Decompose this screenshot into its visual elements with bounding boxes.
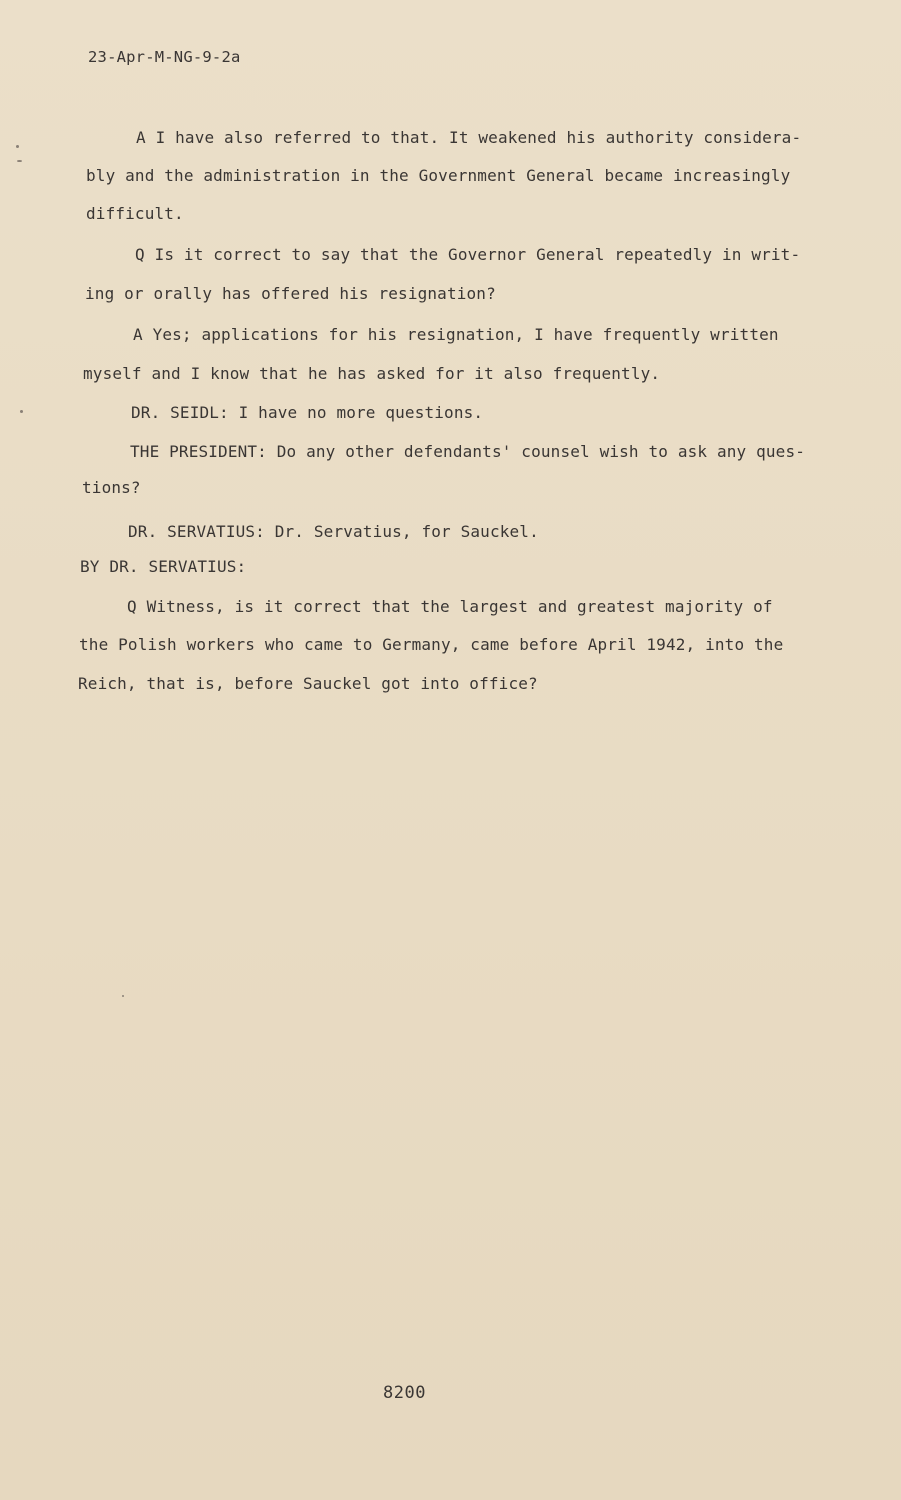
- transcript-line: BY DR. SERVATIUS:: [80, 557, 247, 576]
- transcript-line: the Polish workers who came to Germany, came before April 1942, into the: [79, 635, 784, 654]
- document-reference: 23-Apr-M-NG-9-2a: [88, 48, 241, 66]
- transcript-line: A I have also referred to that. It weakened his authority considera-: [136, 128, 802, 147]
- paper-speck: [20, 410, 23, 413]
- transcript-line: myself and I know that he has asked for it also frequently.: [83, 364, 661, 383]
- transcript-line: Q Witness, is it correct that the largest and greatest majority of: [127, 597, 773, 616]
- transcript-line: THE PRESIDENT: Do any other defendants' counsel wish to ask any ques-: [130, 442, 806, 461]
- transcript-line: DR. SERVATIUS: Dr. Servatius, for Sauckel.: [128, 522, 539, 541]
- transcript-line: Q Is it correct to say that the Governor General repeatedly in writ-: [135, 245, 801, 264]
- transcript-line: tions?: [82, 478, 141, 497]
- transcript-line: DR. SEIDL: I have no more questions.: [131, 403, 484, 422]
- transcript-line: Reich, that is, before Sauckel got into office?: [78, 674, 538, 693]
- transcript-line: bly and the administration in the Government General became increasingly: [86, 166, 791, 185]
- transcript-line: ing or orally has offered his resignation?: [85, 284, 496, 303]
- paper-speck: [16, 145, 19, 148]
- paper-speck: [17, 160, 22, 162]
- transcript-line: difficult.: [86, 204, 184, 223]
- page-number: 8200: [383, 1383, 426, 1403]
- paper-speck: [122, 995, 124, 997]
- transcript-line: A Yes; applications for his resignation, I have frequently written: [133, 325, 779, 344]
